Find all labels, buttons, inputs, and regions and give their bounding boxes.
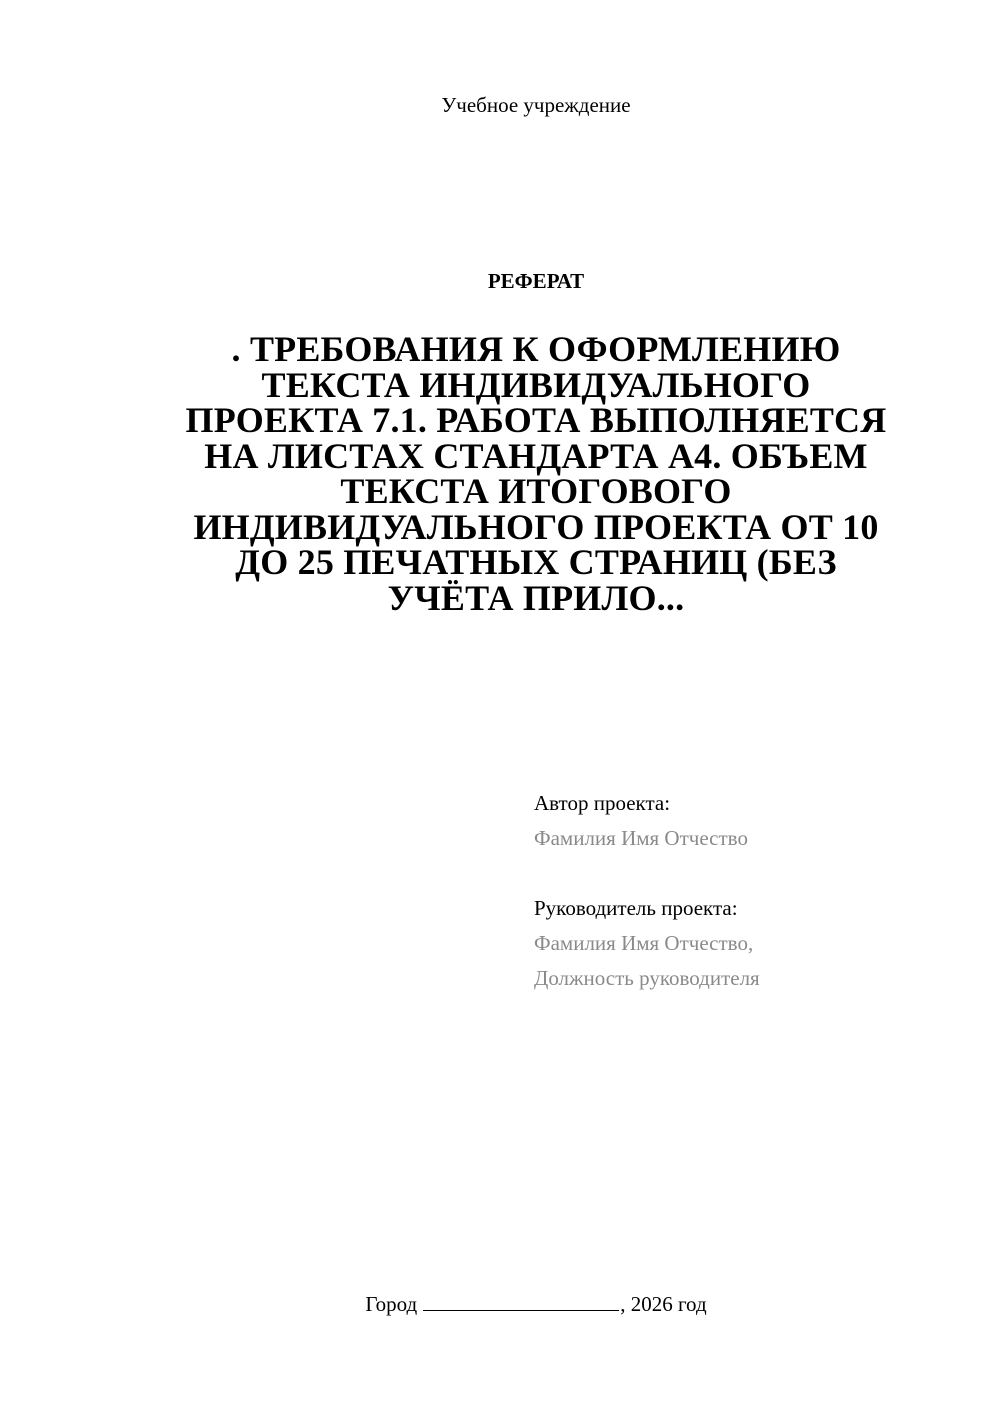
supervisor-position: Должность руководителя xyxy=(534,966,760,990)
city-year-line xyxy=(0,1288,1000,1320)
city-blank-line xyxy=(423,1290,619,1311)
title-line: ИНДИВИДУАЛЬНОГО ПРОЕКТА ОТ 10 xyxy=(193,506,879,547)
author-name: Фамилия Имя Отчество xyxy=(534,826,748,850)
city-label: Город xyxy=(365,1292,418,1316)
document-title xyxy=(150,329,922,618)
document-type: РЕФЕРАТ xyxy=(487,269,585,293)
author-label: Автор проекта: xyxy=(534,791,671,815)
institution-name: Учебное учреждение xyxy=(441,93,631,117)
supervisor-name: Фамилия Имя Отчество, xyxy=(534,931,754,955)
title-line: НА ЛИСТАХ СТАНДАРТА А4. ОБЪЕМ xyxy=(204,435,868,476)
title-line: ТЕКСТА ИНДИВИДУАЛЬНОГО xyxy=(261,364,811,405)
supervisor-label: Руководитель проекта: xyxy=(534,896,738,920)
title-line: ДО 25 ПЕЧАТНЫХ СТРАНИЦ (БЕЗ xyxy=(235,542,837,582)
title-line: УЧЁТА ПРИЛО... xyxy=(387,577,685,618)
title-line: ПРОЕКТА 7.1. РАБОТА ВЫПОЛНЯЕТСЯ xyxy=(185,400,887,440)
author-block xyxy=(534,786,974,856)
title-line: . ТРЕБОВАНИЯ К ОФОРМЛЕНИЮ xyxy=(231,329,841,369)
title-line: ТЕКСТА ИТОГОВОГО xyxy=(340,471,732,511)
year-text: , 2026 год xyxy=(620,1292,707,1316)
supervisor-block xyxy=(534,891,974,996)
